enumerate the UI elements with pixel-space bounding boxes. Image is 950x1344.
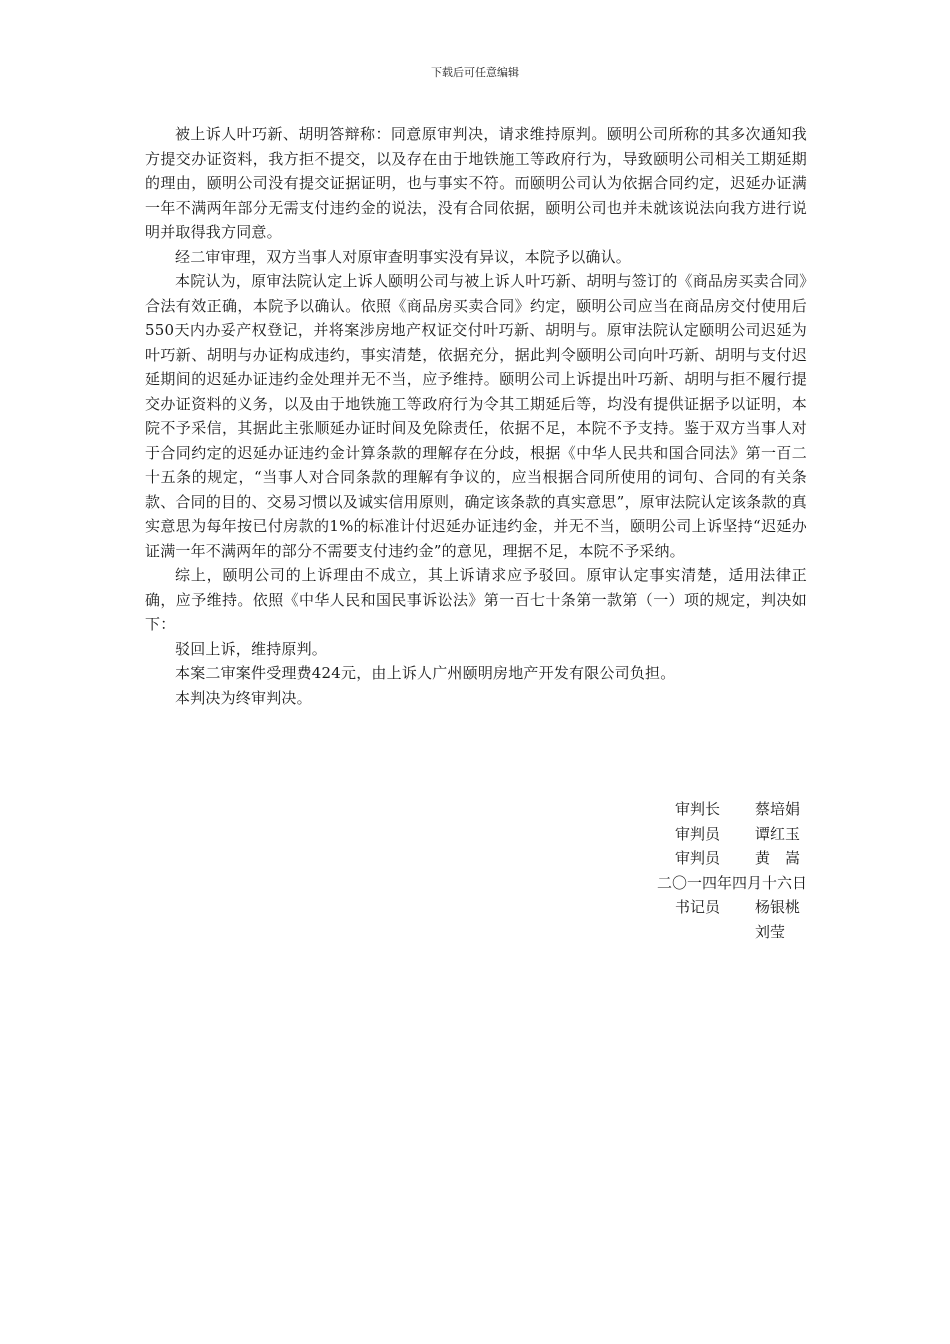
paragraph-respondent-reply: 被上诉人叶巧新、胡明答辩称：同意原审判决，请求维持原判。颐明公司所称的其多次通知我方提交办证资料，我方拒不提交，以及存在由于地铁施工等政府行为，导致颐明公司相关工期延期的理由，颐明公司没有提交证据证明，也与事实不符。而颐明公司认为依据合同约定，迟延办证满一年不满两年部分无需支付违约金的说法，没有合同依据，颐明公司也并未就该说法向我方进行说明并取得我方同意。 [145, 125, 807, 241]
signature-name: 刘莹 [755, 922, 786, 941]
signature-role: 审判长 [675, 800, 721, 818]
signature-judge-1 [507, 822, 807, 847]
signature-role: 审判员 [675, 824, 721, 843]
signature-clerk-2 [507, 920, 807, 945]
signature-name: 黄 嵩 [755, 849, 801, 867]
signature-judge-2 [507, 846, 807, 871]
paragraph-final-judgment: 本判决为终审判决。 [175, 688, 312, 707]
download-note: 下载后可任意编辑 [431, 66, 519, 79]
signature-name: 谭红玉 [755, 824, 801, 843]
signature-block [507, 797, 807, 944]
signature-clerk [507, 895, 807, 920]
signature-role: 书记员 [675, 898, 721, 916]
signature-name: 蔡培娟 [755, 800, 801, 818]
paragraph-conclusion: 综上，颐明公司的上诉理由不成立，其上诉请求应予驳回。原审认定事实清楚，适用法律正确，应予维持。依照《中华人民和国民事诉讼法》第一百七十条第一款第（一）项的规定，判决如下： [145, 566, 807, 633]
paragraph-court-fee: 本案二审案件受理费424元，由上诉人广州颐明房地产开发有限公司负担。 [175, 664, 676, 682]
paragraph-court-opinion: 本院认为，原审法院认定上诉人颐明公司与被上诉人叶巧新、胡明与签订的《商品房买卖合同》合法有效正确，本院予以确认。依照《商品房买卖合同》约定，颐明公司应当在商品房交付使用后550天内办妥产权登记，并将案涉房地产权证交付叶巧新、胡明与。原审法院认定颐明公司迟延为叶巧新、胡明与办证构成违约，事实清楚，依据充分，据此判令颐明公司向叶巧新、胡明与支付迟延期间的迟延办证违约金处理并无不当，应予维持。颐明公司上诉提出叶巧新、胡明与拒不履行提交办证资料的义务，以及由于地铁施工等政府行为令其工期延后等，均没有提供证据予以证明，本院不予采信，其据此主张顺延办证时间及免除责任，依据不足，本院不予支持。鉴于双方当事人对于合同约定的迟延办证违约金计算条款的理解存在分歧，根据《中华人民共和国合同法》第一百二十五条的规定，“当事人对合同条款的理解有争议的，应当根据合同所使用的词句、合同的有关条款、合同的目的、交易习惯以及诚实信用原则，确定该条款的真实意思”，原审法院认定该条款的真实意思为每年按已付房款的1%的标准计付迟延办证违约金，并无不当，颐明公司上诉坚持“迟延办证满一年不满两年的部分不需要支付违约金”的意见，理据不足，本院不予采纳。 [145, 272, 807, 560]
signature-role: 审判员 [675, 849, 721, 867]
paragraph-ruling: 驳回上诉，维持原判。 [175, 639, 328, 658]
judgment-date: 二〇一四年四月十六日 [656, 873, 807, 892]
signature-name: 杨银桃 [755, 898, 801, 916]
signature-presiding-judge [507, 797, 807, 822]
paragraph-second-instance-review: 经二审审理，双方当事人对原审查明事实没有异议，本院予以确认。 [175, 247, 632, 266]
judgment-body [145, 122, 807, 710]
